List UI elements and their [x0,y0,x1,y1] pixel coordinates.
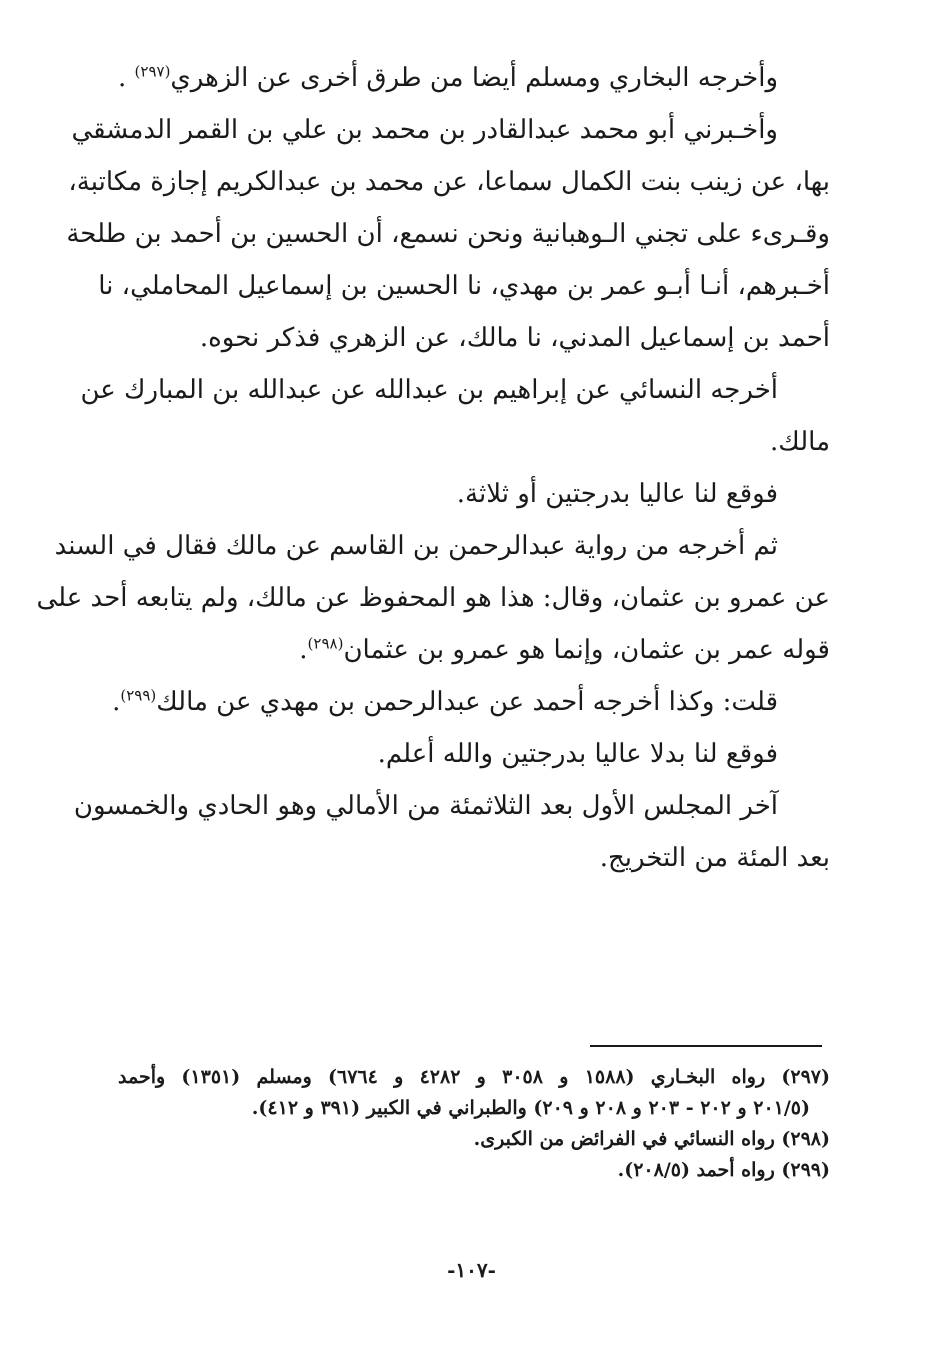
footnote-line: (٢٩٨) رواه النسائي في الفرائض من الكبرى. [473,1128,830,1150]
text-line-content: مالك. [770,427,830,457]
text-line [118,728,830,780]
text-line-content: ثم أخرجه من رواية عبدالرحمن بن القاسم عن مالك فقال في السند [54,531,778,561]
text-line-content: أخرجه النسائي عن إبراهيم بن عبدالله عن عبدالله بن المبارك عن [80,375,778,405]
text-line [73,780,830,832]
text-line [66,208,830,260]
footnote-separator [590,1045,822,1047]
text-line-tail: . [118,63,135,93]
text-line-content: وأخرجه البخاري ومسلم أيضا من طرق أخرى عن الزهري [170,63,778,93]
text-line [71,104,830,156]
text-line-content: عن عمرو بن عثمان، وقال: هذا هو المحفوظ عن مالك، ولم يتابعه أحد على [36,583,830,613]
text-line [118,52,830,104]
text-line-tail: . [299,635,308,665]
text-line [112,676,830,728]
text-line-content: بعد المئة من التخريج. [599,843,830,873]
text-line-content: بها، عن زينب بنت الكمال سماعا، عن محمد بن عبدالكريم إجازة مكاتبة، [68,167,830,197]
footnote-reference[interactable]: (٢٩٧) [134,62,171,81]
text-line [36,572,830,624]
text-line [80,364,830,416]
text-line [98,260,830,312]
footnotes [118,1062,830,1186]
text-line-content: أحمد بن إسماعيل المدني، نا مالك، عن الزهري فذكر نحوه. [199,323,830,353]
text-line [118,416,830,468]
text-line [68,156,830,208]
text-line-content: أخـبرهم، أنـا أبـو عمر بن مهدي، نا الحسين بن إسماعيل المحاملي، نا [98,271,830,301]
footnote-reference[interactable]: (٢٩٩) [120,686,157,705]
text-line-content: فوقع لنا عاليا بدرجتين أو ثلاثة. [456,479,778,509]
main-text [36,52,830,884]
text-line-content: فوقع لنا بدلا عاليا بدرجتين والله أعلم. [377,739,778,769]
text-line-content: وقـرىء على تجني الـوهبانية ونحن نسمع، أن الحسين بن أحمد بن طلحة [66,219,830,249]
footnote-reference[interactable]: (٢٩٨) [307,634,344,653]
text-line-content: قلت: وكذا أخرجه أحمد عن عبدالرحمن بن مهدي عن مالك [156,687,778,717]
footnote-line: (٢٩٧) رواه البخـاري (١٥٨٨ و ٣٠٥٨ و ٤٢٨٢ و ٦٧٦٤) ومسلم (١٣٥١) وأحمد [118,1066,831,1088]
page-number: -١٠٧- [447,1258,496,1282]
text-line [118,312,830,364]
text-line [118,832,830,884]
text-line [118,624,830,676]
footnote-line: (٢٩٩) رواه أحمد (٢٠٨/٥). [617,1159,830,1181]
text-line-tail: . [112,687,121,717]
text-line-content: وأخـبرني أبو محمد عبدالقادر بن محمد بن علي بن القمر الدمشقي [71,115,778,145]
text-line [54,520,830,572]
text-line-content: آخر المجلس الأول بعد الثلاثمئة من الأمالي وهو الحادي والخمسون [73,791,778,821]
footnote-line: (٢٠١/٥ و ٢٠٢ - ٢٠٣ و ٢٠٨ و ٢٠٩) والطبراني في الكبير (٣٩١ و ٤١٢). [251,1097,810,1119]
text-line [118,468,830,520]
text-line-content: قوله عمر بن عثمان، وإنما هو عمرو بن عثمان [343,635,830,665]
